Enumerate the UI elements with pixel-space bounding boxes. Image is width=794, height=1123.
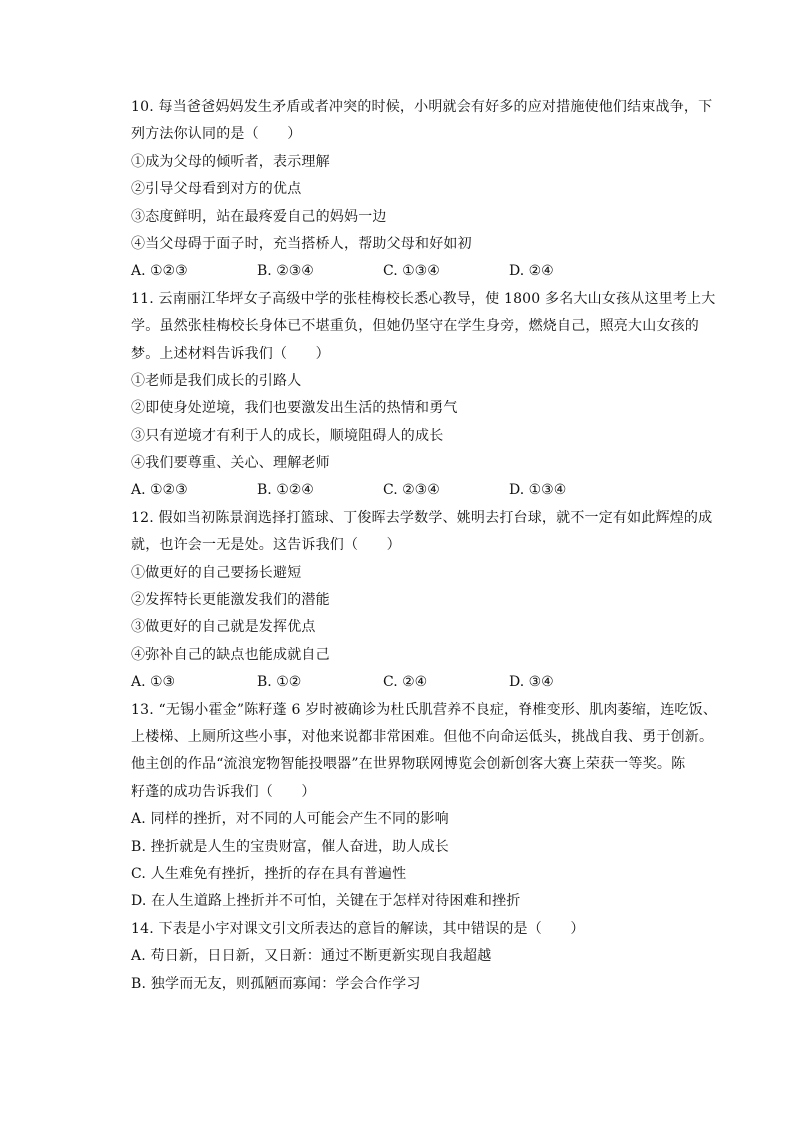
question-stem-line: 就，也许会一无是处。这告诉我们（ ）: [131, 537, 401, 554]
statement-item: B. 挫折就是人生的宝贵财富，催人奋进，助人成长: [131, 838, 449, 855]
question-stem-line: 他主创的作品“流浪宠物智能投喂器”在世界物联网博览会创新创客大赛上荣获一等奖。陈: [131, 756, 686, 773]
question-stem-line: 10. 每当爸爸妈妈发生矛盾或者冲突的时候，小明就会有好多的应对措施使他们结束战争，下: [131, 99, 713, 115]
answer-option: D. ③④: [509, 674, 554, 691]
answer-option: B. ②③④: [257, 263, 314, 280]
question-stem-line: 11. 云南丽江华坪女子高级中学的张桂梅校长悉心教导，使 1800 多名大山女孩从这里考上大: [131, 290, 716, 307]
answer-option: A. ①③: [131, 674, 176, 691]
statement-item: D. 在人生道路上挫折并不可怕，关键在于怎样对待困难和挫折: [131, 893, 521, 910]
statement-item: A. 同样的挫折，对不同的人可能会产生不同的影响: [131, 811, 449, 828]
answer-option: D. ②④: [509, 263, 554, 280]
question-stem-line: 学。虽然张桂梅校长身体已不堪重负，但她仍坚守在学生身旁，燃烧自己，照亮大山女孩的: [131, 318, 699, 335]
statement-item: C. 人生难免有挫折，挫折的存在具有普遍性: [131, 865, 407, 882]
statement-item: ④弥补自己的缺点也能成就自己: [131, 646, 330, 663]
answer-options: [131, 669, 701, 696]
statement-item: A. 苟日新，日日新，又日新：通过不断更新实现自我超越: [131, 948, 492, 965]
question-11: [131, 286, 716, 505]
answer-option: A. ①②③: [131, 482, 188, 499]
answer-option: C. ②④: [383, 674, 428, 691]
answer-options: [131, 477, 701, 504]
answer-option: C. ①③④: [383, 263, 440, 280]
question-stem-line: 梦。上述材料告诉我们（ ）: [131, 345, 330, 362]
question-stem-line: 籽蓬的成功告诉我们（ ）: [131, 783, 316, 800]
statement-item: ④我们要尊重、关心、理解老师: [131, 455, 330, 472]
statement-item: ②发挥特长更能激发我们的潜能: [131, 592, 330, 609]
question-12: [131, 505, 713, 697]
statement-item: ①老师是我们成长的引路人: [131, 372, 302, 389]
question-stem-line: 上楼梯、上厕所这些小事，对他来说都非常困难。但他不向命运低头，挑战自我、勇于创新。: [131, 728, 714, 745]
question-list: [131, 94, 718, 998]
statement-item: ①做更好的自己要扬长避短: [131, 564, 302, 581]
answer-option: D. ①③④: [509, 482, 567, 499]
question-13: [131, 697, 718, 916]
question-stem-line: 13. “无锡小霍金”陈籽蓬 6 岁时被确诊为杜氏肌营养不良症，脊椎变形、肌肉萎缩，连吃饭、: [131, 701, 718, 718]
statement-item: ③只有逆境才有利于人的成长，顺境阻碍人的成长: [131, 427, 444, 444]
question-10: [131, 94, 713, 286]
statement-item: ③态度鲜明，站在最疼爱自己的妈妈一边: [131, 208, 387, 225]
question-stem-line: 12. 假如当初陈景润选择打篮球、丁俊晖去学数学、姚明去打台球，就不一定有如此辉煌的成: [131, 509, 713, 526]
question-stem-line: 14. 下表是小宇对课文引文所表达的意旨的解读，其中错误的是（ ）: [131, 920, 585, 937]
question-14: [131, 916, 701, 998]
statement-item: B. 独学而无友，则孤陋而寡闻：学会合作学习: [131, 975, 421, 992]
answer-option: B. ①②: [257, 674, 302, 691]
statement-item: ①成为父母的倾听者，表示理解: [131, 153, 330, 170]
answer-option: B. ①②④: [257, 482, 314, 499]
statement-item: ④当父母碍于面子时，充当搭桥人，帮助父母和好如初: [131, 235, 472, 252]
question-stem-line: 列方法你认同的是（ ）: [131, 126, 302, 143]
statement-item: ②引导父母看到对方的优点: [131, 181, 302, 198]
answer-option: C. ②③④: [383, 482, 440, 499]
statement-item: ②即使身处逆境，我们也要激发出生活的热情和勇气: [131, 400, 458, 417]
answer-option: A. ①②③: [131, 263, 188, 280]
answer-options: [131, 258, 701, 285]
statement-item: ③做更好的自己就是发挥优点: [131, 619, 316, 636]
